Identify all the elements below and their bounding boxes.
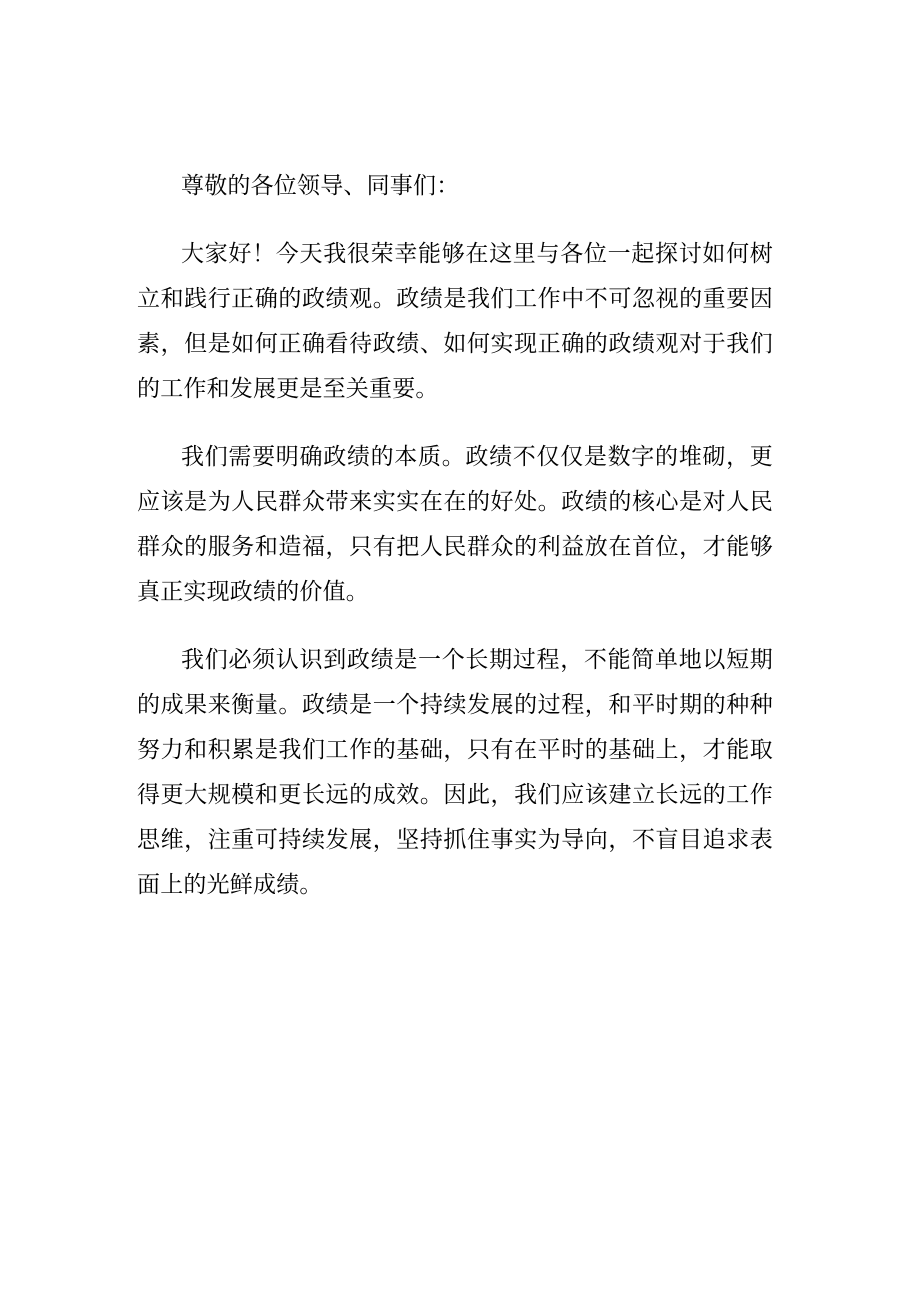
salutation: 尊敬的各位领导、同事们： bbox=[181, 173, 460, 199]
paragraph-essence: 我们需要明确政绩的本质。政绩不仅仅是数字的堆砌，更应该是为人民群众带来实实在在的好处。政绩的核心是对人民群众的服务和造福，只有把人民群众的利益放在首位，才能够真正实现政绩的价值。 bbox=[137, 444, 773, 605]
document-body bbox=[137, 164, 773, 908]
paragraph-greeting: 大家好！今天我很荣幸能够在这里与各位一起探讨如何树立和践行正确的政绩观。政绩是我们工作中不可忽视的重要因素，但是如何正确看待政绩、如何实现正确的政绩观对于我们的工作和发展更是至关重要。 bbox=[137, 241, 773, 402]
paragraph-long-term: 我们必须认识到政绩是一个长期过程，不能简单地以短期的成果来衡量。政绩是一个持续发展的过程，和平时期的种种努力和积累是我们工作的基础，只有在平时的基础上，才能取得更大规模和更长远的成效。因此，我们应该建立长远的工作思维，注重可持续发展，坚持抓住事实为导向，不盲目追求表面上的光鲜成绩。 bbox=[137, 647, 773, 898]
